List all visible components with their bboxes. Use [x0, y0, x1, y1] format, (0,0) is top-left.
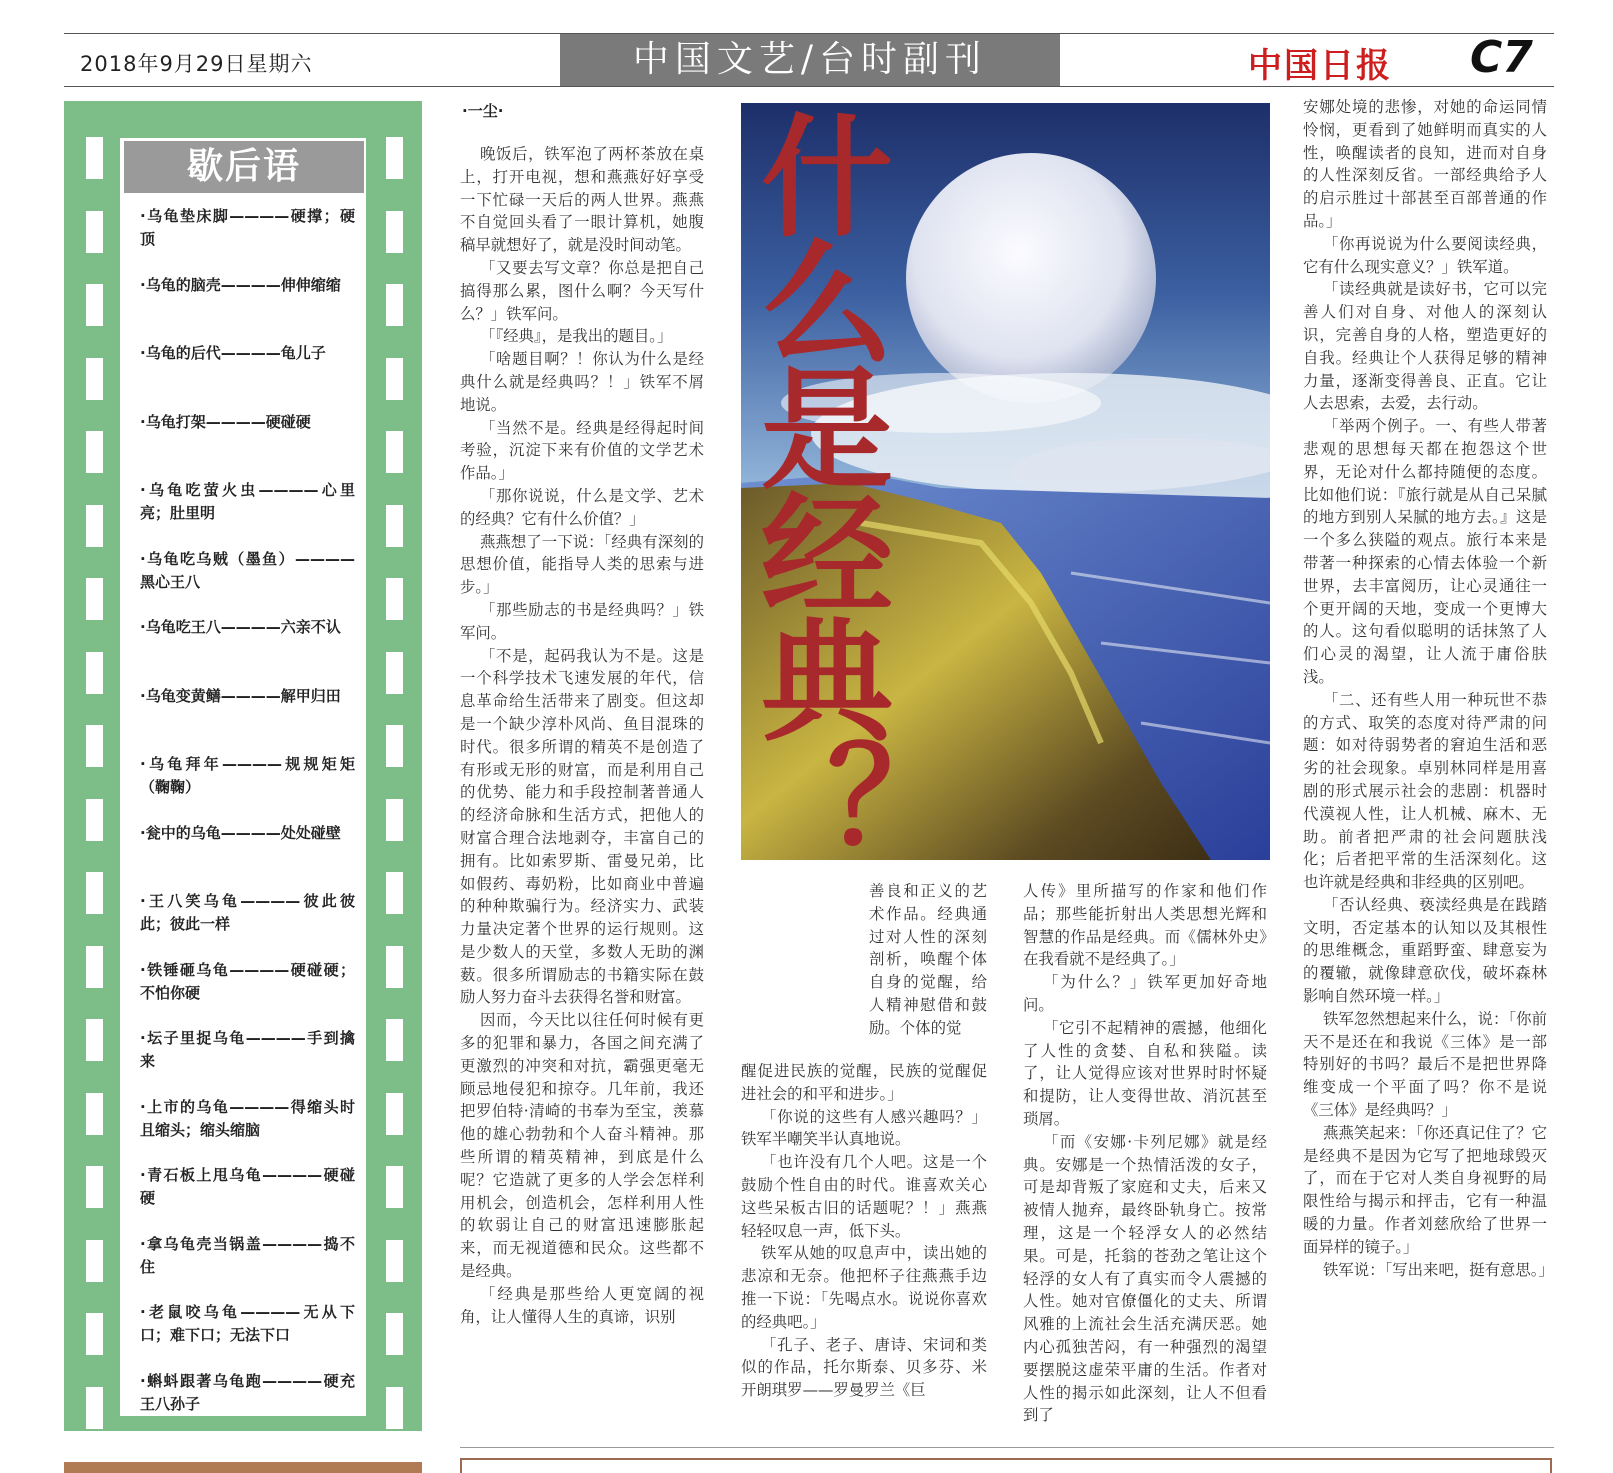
article-column-3 — [1023, 880, 1267, 1427]
xiehouyu-item: ·乌龟拜年————规规矩矩（鞠鞠） — [140, 755, 355, 796]
xiehouyu-item: ·乌龟的后代————龟儿子 — [140, 344, 326, 362]
film-hole — [386, 137, 403, 179]
page-number: C7 — [1470, 32, 1533, 83]
paragraph: 善良和正义的艺术作品。经典通过对人性的深刻剖析，唤醒个体自身的觉醒，给人精神慰借和鼓励。个体的觉 — [869, 882, 987, 1037]
bottom-rule — [460, 1447, 1554, 1448]
xiehouyu-item: ·老鼠咬乌龟————无从下口；难下口；无法下口 — [140, 1303, 355, 1344]
xiehouyu-item: ·拿乌龟壳当锅盖————捣不住 — [140, 1234, 355, 1276]
paragraph: 燕燕笑起来：「你还真记住了？它是经典不是因为它写了把地球毁灭了，而在于它对人类自身视野的局限性给与揭示和抨击，它有一种温暖的力量。作者刘慈欣给了世界一面异样的镜子。」 — [1303, 1123, 1547, 1256]
paragraph: 晚饭后，铁军泡了两杯茶放在桌上，打开电视，想和燕燕好好享受一下忙碌一天后的两人世界。燕燕不自觉回头看了一眼计算机，她腹稿早就想好了，就是没时间动笔。 — [460, 145, 704, 255]
paragraph: 燕燕想了一下说：「经典有深刻的思想价值，能指导人类的思索与进步。」 — [460, 532, 704, 597]
masthead-bottom-rule — [64, 86, 1554, 87]
xiehouyu-item: ·乌龟垫床脚————硬撑；硬顶 — [140, 207, 355, 248]
paragraph: 「二、还有些人用一种玩世不恭的方式、取笑的态度对待严肃的问题：如对待弱势者的窘迫生活和恶劣的社会现象。卓别林同样是用喜剧的形式展示社会的悲剧：机器时代漠视人性，让人机械、麻木、无助。前者把严肃的社会问题肤浅化；后者把平常的生活深刻化。这也许就是经典和非经典的区别吧。 — [1303, 690, 1547, 892]
xiehouyu-title: 歇后语 — [124, 141, 364, 193]
section-title: 中国文艺/台时副刊 — [560, 34, 1060, 86]
paragraph: 「啥题目啊？！你认为什么是经典什么就是经典吗？！」铁军不屑地说。 — [460, 350, 704, 414]
film-hole — [386, 1093, 403, 1135]
film-hole — [86, 946, 103, 988]
paragraph: 「不是，起码我认为不是。这是一个科学技术飞速发展的年代，信息革命给生活带来了剧变。但这却是一个缺少淳朴风尚、鱼目混珠的时代。很多所谓的精英不是创造了有形或无形的财富，而是利用自己的优势、能力和手段控制著普通人的经济命脉和生活方式，把他人的财富合理合法地剥夺，丰富自己的拥有。比如索罗斯、雷曼兄弟，比如假药、毒奶粉，比如商业中普遍的种种欺骗行为。经济实力、武装力量决定著个世界的运行规则。这是少数人的天堂，多数人无助的渊薮。很多所谓励志的书籍实际在鼓励人努力奋斗去获得名誉和财富。 — [460, 646, 704, 1007]
film-hole — [386, 799, 403, 841]
xiehouyu-item: ·乌龟吃王八————六亲不认 — [140, 618, 341, 636]
film-hole — [386, 431, 403, 473]
xiehouyu-item: ·青石板上甩乌龟————硬碰硬 — [140, 1166, 355, 1207]
paragraph: 「孔子、老子、唐诗、宋词和类似的作品，托尔斯泰、贝多芬、米开朗琪罗——罗曼罗兰《巨 — [741, 1335, 987, 1400]
film-hole — [386, 946, 403, 988]
paragraph: 「为什么？」铁军更加好奇地问。 — [1023, 973, 1267, 1014]
film-hole — [386, 1387, 403, 1429]
paragraph: 「『经典』，是我出的题目。」 — [480, 327, 673, 346]
article-headline: 什么是经典？ — [738, 108, 892, 864]
next-article-frame — [460, 1458, 1552, 1473]
article-column-4 — [1303, 96, 1554, 1281]
xiehouyu-item: ·乌龟变黄鳝————解甲归田 — [140, 686, 341, 705]
paragraph: 铁军说：「写出来吧，挺有意思。」 — [1323, 1260, 1554, 1279]
film-hole — [86, 799, 103, 841]
article-column-1 — [460, 143, 704, 1328]
xiehouyu-list — [140, 205, 355, 1438]
paragraph: 「举两个例子。一、有些人带著悲观的思想每天都在抱怨这个世界，无论对什么都持随便的态度。比如他们说：『旅行就是从自己呆腻的地方到别人呆腻的地方去。』这是一个多么狭隘的观点。旅行本来是带著一种探索的心情去体验一个新世界，去丰富阅历，让心灵通往一个更开阔的天地，变成一个更博大的人。这句看似聪明的话抹煞了人们心灵的渴望，让人流于庸俗肤浅。 — [1303, 417, 1547, 686]
paragraph: 安娜处境的悲惨，对她的命运同情怜悯，更看到了她鲜明而真实的人性，唤醒读者的良知，进而对自身的人性深刻反省。一部经典给予人的启示胜过十部甚至百部普通的作品。」 — [1303, 98, 1547, 230]
paragraph: 因而，今天比以往任何时候有更多的犯罪和暴力，各国之间充满了更激烈的冲突和对抗，霸强更毫无顾忌地侵犯和掠夺。几年前，我还把罗伯特·清崎的书奉为至宝，羡慕他的雄心勃勃和个人奋斗精神。那些所谓的精英精神，到底是什么呢？它造就了更多的人学会怎样利用机会，创造机会，怎样利用人性的软弱让自己的财富迅速膨胀起来，而无视道德和民众。这些都不是经典。 — [460, 1011, 704, 1281]
film-hole — [386, 872, 403, 914]
xiehouyu-item: ·瓮中的乌龟————处处碰壁 — [140, 823, 341, 842]
film-hole — [386, 1313, 403, 1355]
film-hole — [386, 725, 403, 767]
xiehouyu-item: ·乌龟吃乌贼（墨鱼）————黑心王八 — [140, 549, 355, 591]
xiehouyu-item: ·乌龟的脑壳————伸伸缩缩 — [140, 275, 341, 294]
paragraph: 「那你说说，什么是文学、艺术的经典？它有什么价值？」 — [460, 486, 704, 528]
paragraph: 「而《安娜·卡列尼娜》就是经典。安娜是一个热情活泼的女子，可是却背叛了家庭和丈夫，后来又被情人抛弃，最终卧轨身亡。按常理，这是一个轻浮女人的必然结果。可是，托翁的苍劲之笔让这个轻浮的女人有了真实而令人震撼的人性。她对官僚僵化的丈夫、所谓风雅的上流社会生活充满厌恶。她内心孤独苦闷，有一种强烈的渴望要摆脱这虚荣平庸的生活。作者对人性的揭示如此深刻，让人不但看到了 — [1023, 1132, 1267, 1425]
film-hole — [86, 137, 103, 179]
paragraph: 人传》里所描写的作家和他们作品；那些能折射出人类思想光辉和智慧的作品是经典。而《儒林外史》在我看就不是经典了。」 — [1023, 882, 1267, 969]
xiehouyu-item: ·坛子里捉乌龟————手到擒来 — [140, 1029, 355, 1070]
film-hole — [86, 358, 103, 400]
moon — [906, 153, 1156, 403]
film-hole — [86, 1093, 103, 1135]
paragraph: 「那些励志的书是经典吗？」铁军问。 — [460, 600, 704, 642]
film-hole — [386, 284, 403, 326]
film-hole — [86, 1387, 103, 1429]
film-hole — [386, 211, 403, 253]
paragraph: 「当然不是。经典是经得起时间考验，沉淀下来有价值的文学艺术作品。」 — [460, 418, 704, 483]
film-hole — [386, 1019, 403, 1061]
paragraph: 「经典是那些给人更宽阔的视角，让人懂得人生的真谛，识别 — [460, 1284, 704, 1326]
article-byline: ·一尘· — [462, 102, 504, 120]
paragraph: 「又要去写文章？你总是把自己搞得那么累，图什么啊？今天写什么？」铁军问。 — [460, 258, 704, 323]
film-hole — [86, 725, 103, 767]
film-hole — [86, 872, 103, 914]
film-hole — [386, 1240, 403, 1282]
film-hole — [86, 1313, 103, 1355]
issue-date: 2018年9月29日星期六 — [80, 52, 313, 76]
film-hole — [86, 1019, 103, 1061]
paragraph: 「你说的这些有人感兴趣吗？」铁军半嘲笑半认真地说。 — [741, 1107, 987, 1149]
film-hole — [86, 578, 103, 620]
film-hole — [86, 505, 103, 547]
film-hole — [86, 652, 103, 694]
paragraph: 「你再说说为什么要阅读经典，它有什么现实意义？」铁军道。 — [1303, 234, 1547, 276]
xiehouyu-item: ·铁锤砸乌龟————硬碰硬；不怕你硬 — [140, 960, 355, 1002]
film-hole — [86, 284, 103, 326]
film-hole — [386, 1166, 403, 1208]
film-hole — [86, 1166, 103, 1208]
article-column-2 — [741, 1060, 987, 1402]
film-hole — [86, 211, 103, 253]
film-hole — [386, 578, 403, 620]
paragraph: 「也许没有几个人吧。这是一个鼓励个性自由的时代。谁喜欢关心这些呆板古旧的话题呢？！」燕燕轻轻叹息一声，低下头。 — [741, 1153, 987, 1240]
xiehouyu-item: ·上市的乌龟————得缩头时且缩头；缩头缩脑 — [140, 1097, 355, 1139]
paragraph: 铁军忽然想起来什么，说：「你前天不是还在和我说《三体》是一部特别好的书吗？最后不是把世界降维变成一个平面了吗？你不是说《三体》是经典吗？」 — [1303, 1009, 1547, 1120]
xiehouyu-item: ·乌龟打架————硬碰硬 — [140, 412, 311, 431]
next-section-bar — [64, 1462, 422, 1473]
film-hole — [386, 358, 403, 400]
paragraph: 醒促进民族的觉醒，民族的觉醒促进社会的和平和进步。」 — [741, 1062, 987, 1103]
paragraph: 「读经典就是读好书，它可以完善人们对自身、对他人的深刻认识，完善自身的人格，塑造更好的自我。经典让个人获得足够的精神力量，逐渐变得善良、正直。它让人去思索，去爱，去行动。 — [1303, 280, 1547, 413]
article-column-2-top — [869, 880, 987, 1040]
xiehouyu-item: ·乌龟吃萤火虫————心里亮；肚里明 — [140, 481, 355, 522]
film-hole — [86, 431, 103, 473]
xiehouyu-item: ·蝌蚪跟著乌龟跑————硬充王八孙子 — [140, 1371, 355, 1413]
film-hole — [386, 652, 403, 694]
newspaper-logo: 中国日报 — [1248, 46, 1392, 86]
xiehouyu-item: ·王八笑乌龟————彼此彼此；彼此一样 — [140, 892, 355, 933]
paragraph: 铁军从她的叹息声中，读出她的悲凉和无奈。他把杯子往燕燕手边推一下说：「先喝点水。说说你喜欢的经典吧。」 — [741, 1244, 987, 1331]
paragraph: 「否认经典、亵渎经典是在践踏文明，否定基本的认知以及其根性的思维概念，重蹈野蛮、肆意妄为的覆辙，就像肆意砍伐，破坏森林影响自然环境一样。」 — [1303, 895, 1547, 1006]
paragraph: 「它引不起精神的震撼，他细化了人性的贪婪、自私和狭隘。读了，让人觉得应该对世界时时怀疑和提防，让人变得世故、消沉甚至琐屑。 — [1023, 1018, 1267, 1128]
film-hole — [386, 505, 403, 547]
film-hole — [86, 1240, 103, 1282]
